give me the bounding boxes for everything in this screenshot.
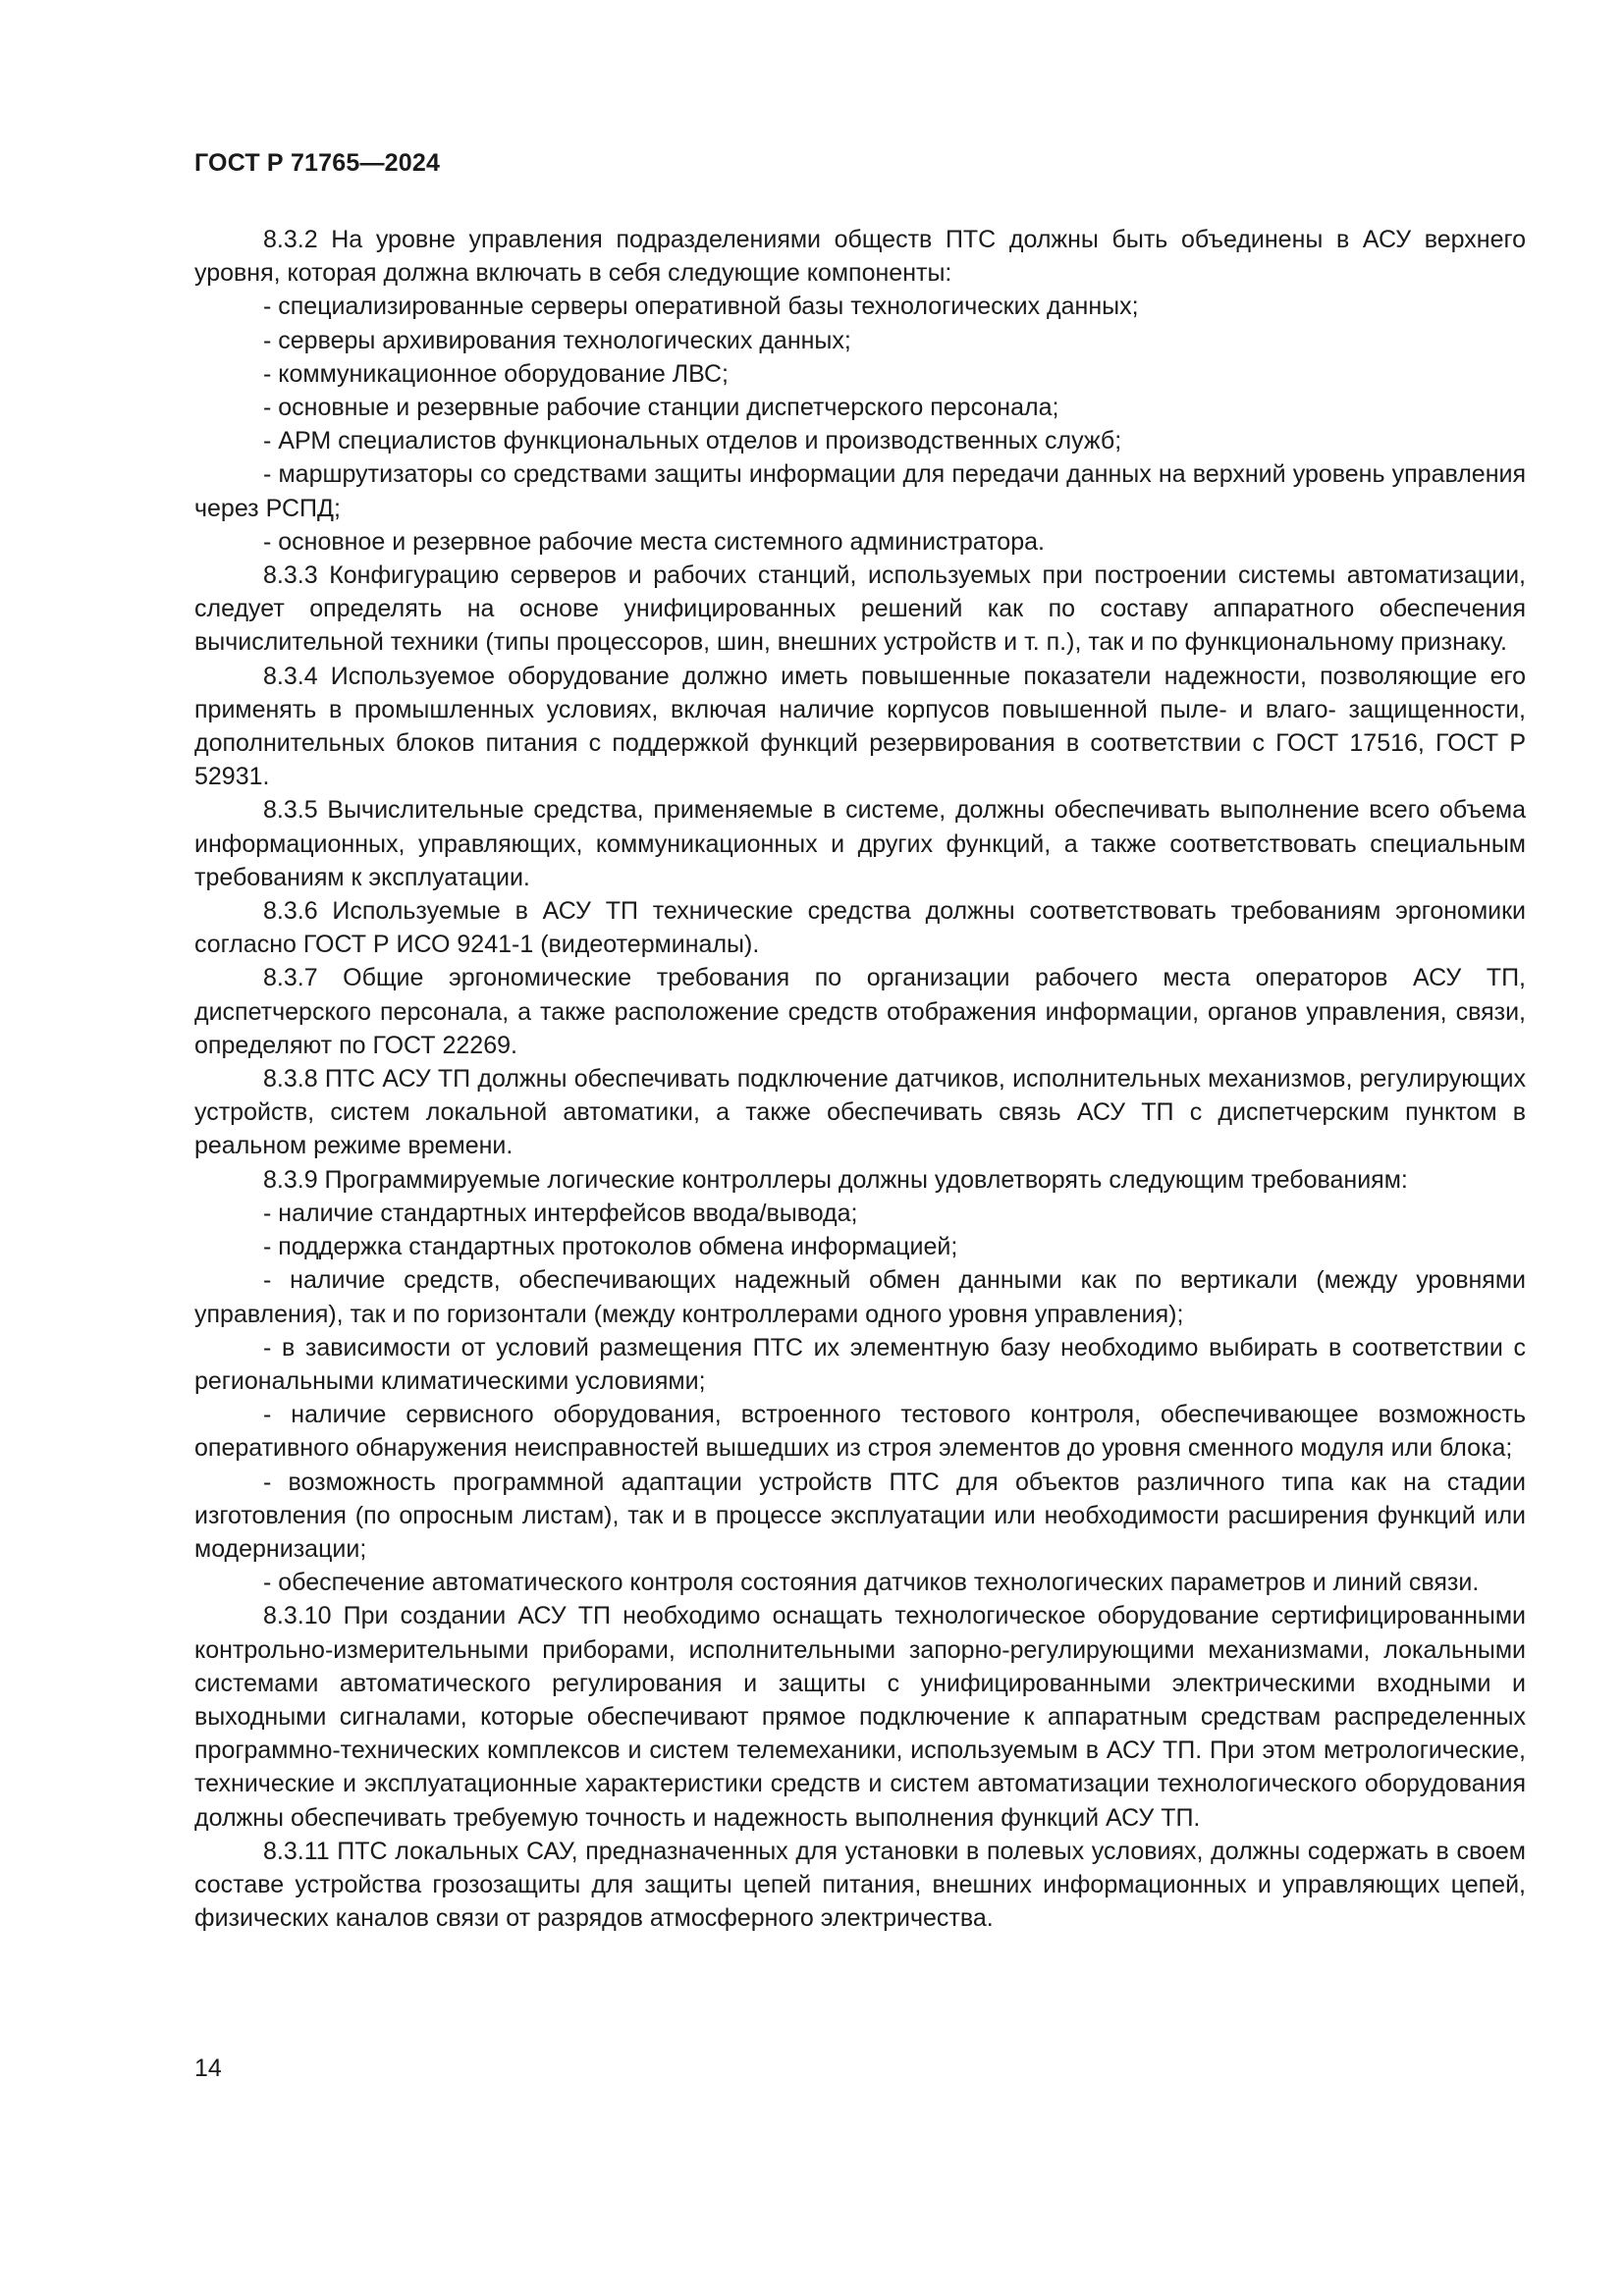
paragraph-8-3-10: 8.3.10 При создании АСУ ТП необходимо оснащать технологическое оборудование сертифицированными контрольно-измерительными приборами, исполнительными запорно-регулирующими механизмами, локальными системами автоматического регулирования и защиты с унифицированными электрическими входными и выходными сигналами, которые обеспечивают прямое подключение к аппаратным средствам распределенных программно-технических комплексов и систем телемеханики, используемым в АСУ ТП. При этом метрологические, технические и эксплуатационные характеристики средств и систем автоматизации технологического оборудования должны обеспечивать требуемую точность и надежность выполнения функций АСУ ТП. [194, 1602, 1526, 1832]
list-item: - специализированные серверы оперативной базы технологических данных; [263, 293, 1139, 321]
paragraph-8-3-5: 8.3.5 Вычислительные средства, применяемые в системе, должны обеспечивать выполнение всего объема информационных, управляющих, коммуникационных и других функций, а также соответствовать специальным требованиям к эксплуатации. [194, 796, 1526, 891]
list-item: - поддержка стандартных протоколов обмена информацией; [263, 1233, 958, 1261]
page-number: 14 [194, 2055, 222, 2082]
list-item: - серверы архивирования технологических данных; [263, 326, 851, 354]
paragraph-8-3-9: 8.3.9 Программируемые логические контроллеры должны удовлетворять следующим требованиям: [263, 1165, 1408, 1194]
list-item: - возможность программной адаптации устройств ПТС для объектов различного типа как на стадии изготовления (по опросным листам), так и в процессе эксплуатации или необходимости расширения функций или модернизации; [194, 1468, 1526, 1563]
paragraph-8-3-4: 8.3.4 Используемое оборудование должно иметь повышенные показатели надежности, позволяющие его применять в промышленных условиях, включая наличие корпусов повышенной пыле- и влаго- защищенности, дополнительных блоков питания с поддержкой функций резервирования в соответствии с ГОСТ 17516, ГОСТ Р 52931. [194, 662, 1526, 791]
standard-id-header: ГОСТ Р 71765—2024 [194, 149, 441, 177]
paragraph-8-3-7: 8.3.7 Общие эргономические требования по организации рабочего места операторов АСУ ТП, диспетчерского персонала, а также расположение средств отображения информации, органов управления, связи, определяют по ГОСТ 22269. [194, 964, 1526, 1059]
list-item: - наличие сервисного оборудования, встроенного тестового контроля, обеспечивающее возможность оперативного обнаружения неисправностей вышедших из строя элементов до уровня сменного модуля или блока; [194, 1401, 1526, 1463]
paragraph-8-3-11: 8.3.11 ПТС локальных САУ, предназначенных для установки в полевых условиях, должны содержать в своем составе устройства грозозащиты для защиты цепей питания, внешних информационных и управляющих цепей, физических каналов связи от разрядов атмосферного электричества. [194, 1837, 1526, 1933]
list-item: - наличие средств, обеспечивающих надежный обмен данными как по вертикали (между уровнями управления), так и по горизонтали (между контроллерами одного уровня управления); [194, 1266, 1526, 1328]
list-item: - АРМ специалистов функциональных отделов и производственных служб; [263, 427, 1122, 455]
list-item: - наличие стандартных интерфейсов ввода/вывода; [263, 1199, 858, 1227]
list-item: - в зависимости от условий размещения ПТС их элементную базу необходимо выбирать в соответствии с региональными климатическими условиями; [194, 1333, 1526, 1395]
list-item: - обеспечение автоматического контроля состояния датчиков технологических параметров и линий связи. [263, 1569, 1480, 1597]
paragraph-8-3-2: 8.3.2 На уровне управления подразделениями обществ ПТС должны быть объединены в АСУ верхнего уровня, которая должна включать в себя следующие компоненты: [194, 226, 1526, 288]
paragraph-8-3-3: 8.3.3 Конфигурацию серверов и рабочих станций, используемых при построении системы автоматизации, следует определять на основе унифицированных решений как по составу аппаратного обеспечения вычислительной техники (типы процессоров, шин, внешних устройств и т. п.), так и по функциональному признаку. [194, 561, 1526, 657]
document-body [194, 223, 1526, 1935]
paragraph-8-3-6: 8.3.6 Используемые в АСУ ТП технические средства должны соответствовать требованиям эргономики согласно ГОСТ Р ИСО 9241-1 (видеотерминалы). [194, 897, 1526, 959]
paragraph-8-3-8: 8.3.8 ПТС АСУ ТП должны обеспечивать подключение датчиков, исполнительных механизмов, регулирующих устройств, систем локальной автоматики, а также обеспечивать связь АСУ ТП с диспетчерским пунктом в реальном режиме времени. [194, 1065, 1526, 1160]
list-item: - коммуникационное оборудование ЛВС; [263, 359, 729, 388]
list-item: - основные и резервные рабочие станции диспетчерского персонала; [263, 394, 1059, 422]
list-item: - основное и резервное рабочие места системного администратора. [263, 527, 1045, 556]
list-item: - маршрутизаторы со средствами защиты информации для передачи данных на верхний уровень управления через РСПД; [194, 460, 1526, 522]
